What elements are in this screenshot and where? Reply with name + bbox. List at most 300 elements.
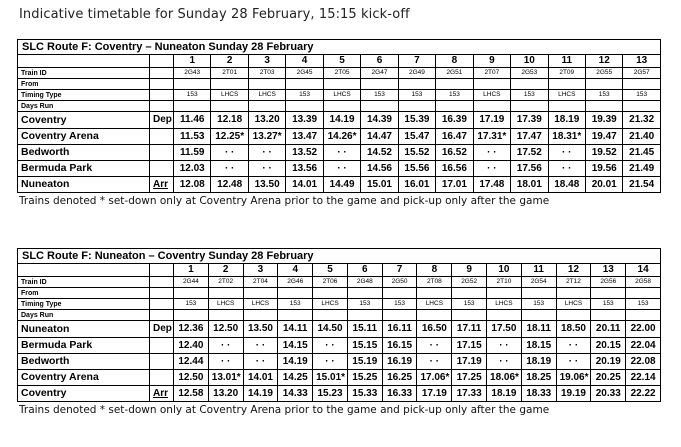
time-cell: 15.19 <box>347 354 382 370</box>
from-cell <box>473 79 510 90</box>
time-cell: · · <box>487 338 522 354</box>
train-id-cell: 2G50 <box>382 277 417 288</box>
time-cell: 19.56 <box>585 161 622 177</box>
time-cell: 11.59 <box>174 145 211 161</box>
timing-type-cell: 153 <box>511 90 548 101</box>
timetable-caption: SLC Route F: Coventry – Nuneaton Sunday 28 February <box>18 40 661 55</box>
time-cell: 16.39 <box>436 112 473 129</box>
time-cell: 17.25 <box>452 370 487 386</box>
time-cell: · · <box>208 338 243 354</box>
dep-arr-marker <box>150 177 174 193</box>
page-title: Indicative timetable for Sunday 28 February, 15:15 kick-off <box>19 7 410 22</box>
column-number: 13 <box>591 264 626 277</box>
timing-type-cell: 153 <box>286 90 323 101</box>
from-cell <box>382 288 417 299</box>
time-cell: 15.25 <box>347 370 382 386</box>
timetable-table <box>17 39 661 193</box>
time-cell: 11.46 <box>174 112 211 129</box>
dep-arr-marker <box>150 370 174 386</box>
column-number: 5 <box>323 55 360 68</box>
time-cell: 15.01 <box>361 177 398 193</box>
column-number: 5 <box>313 264 348 277</box>
time-cell: 18.50 <box>556 321 591 338</box>
days-run-cell <box>487 310 522 321</box>
column-number: 11 <box>548 55 585 68</box>
days-run-cell <box>313 310 348 321</box>
empty-cell <box>150 90 174 101</box>
train-id-cell: 2G51 <box>436 68 473 79</box>
time-cell: 18.19 <box>521 354 556 370</box>
train-id-cell: 2G44 <box>174 277 209 288</box>
days-run-cell <box>548 101 585 112</box>
column-number: 3 <box>248 55 285 68</box>
time-cell: 17.19 <box>452 354 487 370</box>
from-cell <box>623 79 660 90</box>
train-id-cell: 2G47 <box>361 68 398 79</box>
column-number: 4 <box>286 55 323 68</box>
column-number: 10 <box>511 55 548 68</box>
time-cell: 20.01 <box>585 177 622 193</box>
column-number: 1 <box>174 55 211 68</box>
days-run-cell <box>585 101 622 112</box>
time-cell: 22.08 <box>626 354 661 370</box>
dep-arr-text: Dep <box>153 323 172 334</box>
time-cell: 16.15 <box>382 338 417 354</box>
days-run-cell <box>243 310 278 321</box>
time-cell: 17.56 <box>511 161 548 177</box>
empty-cell <box>150 299 174 310</box>
train-id-cell: 2G54 <box>521 277 556 288</box>
dep-arr-marker <box>150 145 174 161</box>
from-cell <box>174 79 211 90</box>
time-cell: 17.06* <box>417 370 452 386</box>
dep-arr-text: Arr <box>153 178 169 190</box>
column-number: 6 <box>361 55 398 68</box>
station-name: Bermuda Park <box>18 161 150 177</box>
time-cell: 18.19 <box>487 386 522 402</box>
days-run-cell <box>248 101 285 112</box>
time-cell: 21.45 <box>623 145 660 161</box>
time-cell: 14.19 <box>243 386 278 402</box>
station-row <box>18 386 661 402</box>
time-cell: 22.04 <box>626 338 661 354</box>
empty-cell <box>150 310 174 321</box>
from-label: From <box>18 79 150 90</box>
time-cell: 14.52 <box>361 145 398 161</box>
train-id-cell: 2G55 <box>585 68 622 79</box>
time-cell: 13.47 <box>286 129 323 145</box>
time-cell: · · <box>323 145 360 161</box>
time-cell: 22.14 <box>626 370 661 386</box>
station-name: Nuneaton <box>18 321 150 338</box>
time-cell: 21.49 <box>623 161 660 177</box>
timing-type-cell: 153 <box>347 299 382 310</box>
time-cell: 12.18 <box>211 112 248 129</box>
station-row <box>18 161 661 177</box>
train-id-cell: 2G45 <box>286 68 323 79</box>
timing-type-cell: 153 <box>521 299 556 310</box>
time-cell: 14.49 <box>323 177 360 193</box>
time-cell: 15.56 <box>398 161 435 177</box>
days-run-cell <box>591 310 626 321</box>
train-id-cell: 2T04 <box>243 277 278 288</box>
time-cell: 17.39 <box>511 112 548 129</box>
from-cell <box>521 288 556 299</box>
timing-type-cell: LHCS <box>323 90 360 101</box>
empty-cell <box>150 79 174 90</box>
station-name: Coventry Arena <box>18 129 150 145</box>
time-cell: 14.01 <box>286 177 323 193</box>
from-cell <box>591 288 626 299</box>
time-cell: · · <box>243 354 278 370</box>
time-cell: 14.11 <box>278 321 313 338</box>
time-cell: · · <box>417 338 452 354</box>
from-cell <box>243 288 278 299</box>
time-cell: 16.11 <box>382 321 417 338</box>
column-number: 2 <box>211 55 248 68</box>
train-id-cell: 2T07 <box>473 68 510 79</box>
time-cell: · · <box>548 145 585 161</box>
time-cell: · · <box>211 145 248 161</box>
time-cell: 14.56 <box>361 161 398 177</box>
days-run-cell <box>473 101 510 112</box>
column-number: 13 <box>623 55 660 68</box>
days-run-cell <box>174 101 211 112</box>
from-cell <box>548 79 585 90</box>
station-row <box>18 338 661 354</box>
time-cell: · · <box>556 338 591 354</box>
days-run-cell <box>452 310 487 321</box>
days-run-cell <box>278 310 313 321</box>
time-cell: 13.01* <box>208 370 243 386</box>
from-cell <box>323 79 360 90</box>
column-number: 1 <box>174 264 209 277</box>
timing-type-cell: 153 <box>278 299 313 310</box>
days-run-label: Days Run <box>18 310 150 321</box>
train-id-cell: 2T06 <box>313 277 348 288</box>
footnote: Trains denoted * set-down only at Coventry Arena prior to the game and pick-up only after the game <box>19 404 550 416</box>
days-run-cell <box>623 101 660 112</box>
days-run-cell <box>208 310 243 321</box>
from-cell <box>398 79 435 90</box>
days-run-cell <box>382 310 417 321</box>
train-id-cell: 2G57 <box>623 68 660 79</box>
train-id-cell: 2G46 <box>278 277 313 288</box>
time-cell: 20.25 <box>591 370 626 386</box>
time-cell: · · <box>417 354 452 370</box>
timing-type-cell: 153 <box>382 299 417 310</box>
station-row <box>18 177 661 193</box>
time-cell: 21.32 <box>623 112 660 129</box>
from-cell <box>278 288 313 299</box>
column-number: 14 <box>626 264 661 277</box>
time-cell: 15.52 <box>398 145 435 161</box>
time-cell: 12.08 <box>174 177 211 193</box>
time-cell: · · <box>208 354 243 370</box>
station-name: Bermuda Park <box>18 338 150 354</box>
time-cell: 12.40 <box>174 338 209 354</box>
empty-cell <box>150 277 174 288</box>
time-cell: · · <box>248 161 285 177</box>
empty-cell <box>150 68 174 79</box>
time-cell: 20.19 <box>591 354 626 370</box>
days-run-cell <box>511 101 548 112</box>
time-cell: · · <box>487 354 522 370</box>
station-name: Coventry <box>18 112 150 129</box>
dep-arr-text: Arr <box>153 387 169 399</box>
timetable-coventry-nuneaton <box>17 39 660 207</box>
train-id-cell: 2T12 <box>556 277 591 288</box>
station-name: Bedworth <box>18 354 150 370</box>
timing-type-cell: 153 <box>361 90 398 101</box>
time-cell: 12.36 <box>174 321 209 338</box>
timing-type-cell: 153 <box>585 90 622 101</box>
station-row <box>18 354 661 370</box>
time-cell: 12.25* <box>211 129 248 145</box>
time-cell: 11.53 <box>174 129 211 145</box>
time-cell: 14.39 <box>361 112 398 129</box>
time-cell: 20.11 <box>591 321 626 338</box>
time-cell: 17.47 <box>511 129 548 145</box>
time-cell: 16.50 <box>417 321 452 338</box>
time-cell: 19.19 <box>556 386 591 402</box>
column-number: 4 <box>278 264 313 277</box>
from-cell <box>511 79 548 90</box>
timing-type-cell: 153 <box>623 90 660 101</box>
timing-type-label: Timing Type <box>18 299 150 310</box>
dep-arr-marker <box>150 161 174 177</box>
days-run-cell <box>211 101 248 112</box>
from-cell <box>211 79 248 90</box>
time-cell: 15.01* <box>313 370 348 386</box>
timing-type-cell: LHCS <box>417 299 452 310</box>
days-run-label: Days Run <box>18 101 150 112</box>
time-cell: 20.15 <box>591 338 626 354</box>
days-run-cell <box>521 310 556 321</box>
dep-arr-marker <box>150 386 174 402</box>
time-cell: 18.01 <box>511 177 548 193</box>
time-cell: · · <box>313 338 348 354</box>
column-number: 3 <box>243 264 278 277</box>
time-cell: 18.11 <box>521 321 556 338</box>
time-cell: · · <box>556 354 591 370</box>
timing-type-cell: 153 <box>452 299 487 310</box>
time-cell: 18.25 <box>521 370 556 386</box>
station-row <box>18 370 661 386</box>
time-cell: 13.27* <box>248 129 285 145</box>
station-row <box>18 112 661 129</box>
days-run-cell <box>436 101 473 112</box>
time-cell: 17.19 <box>417 386 452 402</box>
time-cell: · · <box>211 161 248 177</box>
days-run-cell <box>626 310 661 321</box>
timetable-nuneaton-coventry <box>17 248 660 416</box>
dep-arr-text: Dep <box>153 114 172 125</box>
timing-type-cell: LHCS <box>313 299 348 310</box>
empty-cell <box>150 101 174 112</box>
train-id-cell: 2T05 <box>323 68 360 79</box>
time-cell: 18.48 <box>548 177 585 193</box>
timetable-table <box>17 248 661 402</box>
time-cell: 15.33 <box>347 386 382 402</box>
time-cell: · · <box>313 354 348 370</box>
time-cell: 16.52 <box>436 145 473 161</box>
train-id-cell: 2T09 <box>548 68 585 79</box>
dep-arr-marker <box>150 354 174 370</box>
timing-type-cell: 153 <box>398 90 435 101</box>
time-cell: · · <box>473 161 510 177</box>
timing-type-cell: 153 <box>174 90 211 101</box>
days-run-cell <box>556 310 591 321</box>
time-cell: 17.01 <box>436 177 473 193</box>
time-cell: 16.56 <box>436 161 473 177</box>
time-cell: 19.06* <box>556 370 591 386</box>
column-number: 9 <box>473 55 510 68</box>
from-cell <box>361 79 398 90</box>
time-cell: 18.15 <box>521 338 556 354</box>
time-cell: 18.06* <box>487 370 522 386</box>
from-cell <box>487 288 522 299</box>
time-cell: 18.33 <box>521 386 556 402</box>
time-cell: 16.19 <box>382 354 417 370</box>
time-cell: 17.50 <box>487 321 522 338</box>
timing-type-cell: 153 <box>626 299 661 310</box>
time-cell: 17.15 <box>452 338 487 354</box>
column-number: 7 <box>382 264 417 277</box>
time-cell: 20.33 <box>591 386 626 402</box>
time-cell: 17.33 <box>452 386 487 402</box>
time-cell: 15.23 <box>313 386 348 402</box>
train-id-cell: 2T10 <box>487 277 522 288</box>
days-run-cell <box>398 101 435 112</box>
timing-type-cell: LHCS <box>487 299 522 310</box>
train-id-cell: 2G43 <box>174 68 211 79</box>
time-cell: 22.22 <box>626 386 661 402</box>
dep-arr-marker <box>150 321 174 338</box>
column-number: 6 <box>347 264 382 277</box>
time-cell: 12.48 <box>211 177 248 193</box>
time-cell: 16.01 <box>398 177 435 193</box>
from-cell <box>313 288 348 299</box>
days-run-cell <box>174 310 209 321</box>
column-number: 8 <box>417 264 452 277</box>
from-cell <box>585 79 622 90</box>
time-cell: 12.44 <box>174 354 209 370</box>
timing-type-label: Timing Type <box>18 90 150 101</box>
train-id-cell: 2G53 <box>511 68 548 79</box>
from-cell <box>436 79 473 90</box>
train-id-cell: 2T02 <box>208 277 243 288</box>
timing-type-cell: 153 <box>591 299 626 310</box>
time-cell: 21.40 <box>623 129 660 145</box>
time-cell: 17.48 <box>473 177 510 193</box>
time-cell: 13.20 <box>208 386 243 402</box>
timetable-caption: SLC Route F: Nuneaton – Coventry Sunday 28 February <box>18 249 661 264</box>
days-run-cell <box>361 101 398 112</box>
timing-type-cell: LHCS <box>556 299 591 310</box>
time-cell: 14.33 <box>278 386 313 402</box>
days-run-cell <box>417 310 452 321</box>
time-cell: 15.11 <box>347 321 382 338</box>
from-cell <box>347 288 382 299</box>
time-cell: 13.39 <box>286 112 323 129</box>
days-run-cell <box>347 310 382 321</box>
time-cell: 12.58 <box>174 386 209 402</box>
time-cell: 14.19 <box>323 112 360 129</box>
column-number: 12 <box>556 264 591 277</box>
station-name: Bedworth <box>18 145 150 161</box>
timing-type-cell: LHCS <box>248 90 285 101</box>
time-cell: 17.19 <box>473 112 510 129</box>
time-cell: · · <box>323 161 360 177</box>
footnote: Trains denoted * set-down only at Coventry Arena prior to the game and pick-up only after the game <box>19 195 550 207</box>
column-number: 2 <box>208 264 243 277</box>
column-number: 12 <box>585 55 622 68</box>
time-cell: 12.50 <box>174 370 209 386</box>
time-cell: 14.47 <box>361 129 398 145</box>
time-cell: 16.25 <box>382 370 417 386</box>
dep-arr-marker <box>150 338 174 354</box>
from-cell <box>556 288 591 299</box>
station-row <box>18 145 661 161</box>
from-cell <box>417 288 452 299</box>
train-id-label: Train ID <box>18 68 150 79</box>
station-name: Coventry <box>18 386 150 402</box>
timing-type-cell: 153 <box>174 299 209 310</box>
time-cell: 15.39 <box>398 112 435 129</box>
timing-type-cell: LHCS <box>208 299 243 310</box>
time-cell: 18.19 <box>548 112 585 129</box>
time-cell: 14.19 <box>278 354 313 370</box>
station-row <box>18 129 661 145</box>
train-id-cell: 2G49 <box>398 68 435 79</box>
timing-type-cell: LHCS <box>211 90 248 101</box>
time-cell: 21.54 <box>623 177 660 193</box>
from-cell <box>208 288 243 299</box>
time-cell: 14.25 <box>278 370 313 386</box>
time-cell: 15.47 <box>398 129 435 145</box>
train-id-cell: 2G56 <box>591 277 626 288</box>
empty-cell <box>150 55 174 68</box>
time-cell: 17.11 <box>452 321 487 338</box>
time-cell: 17.31* <box>473 129 510 145</box>
timing-type-cell: LHCS <box>243 299 278 310</box>
time-cell: 17.52 <box>511 145 548 161</box>
days-run-cell <box>323 101 360 112</box>
train-id-cell: 2G58 <box>626 277 661 288</box>
time-cell: 14.50 <box>313 321 348 338</box>
time-cell: 16.47 <box>436 129 473 145</box>
time-cell: 13.50 <box>248 177 285 193</box>
time-cell: · · <box>243 338 278 354</box>
train-id-cell: 2T08 <box>417 277 452 288</box>
empty-cell <box>18 264 150 277</box>
time-cell: · · <box>248 145 285 161</box>
time-cell: 16.33 <box>382 386 417 402</box>
days-run-cell <box>286 101 323 112</box>
time-cell: · · <box>548 161 585 177</box>
time-cell: 14.01 <box>243 370 278 386</box>
column-number: 8 <box>436 55 473 68</box>
time-cell: 13.56 <box>286 161 323 177</box>
station-name: Coventry Arena <box>18 370 150 386</box>
time-cell: 22.00 <box>626 321 661 338</box>
station-name: Nuneaton <box>18 177 150 193</box>
timing-type-cell: 153 <box>436 90 473 101</box>
time-cell: 13.20 <box>248 112 285 129</box>
time-cell: 19.52 <box>585 145 622 161</box>
empty-cell <box>150 288 174 299</box>
